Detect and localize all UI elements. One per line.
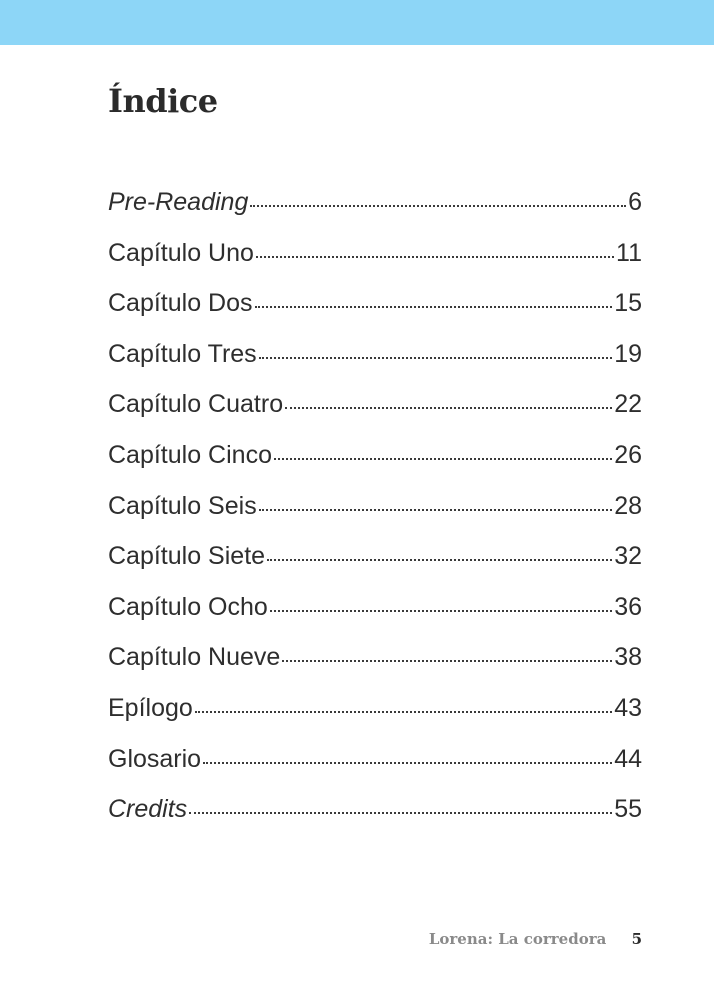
toc-entry-label: Pre-Reading xyxy=(108,188,249,216)
toc-entry-label: Glosario xyxy=(108,744,202,773)
toc-dot-leader xyxy=(255,306,613,308)
footer-book-title: Lorena: La corredora xyxy=(428,930,607,948)
toc-entry[interactable] xyxy=(108,340,642,391)
toc-entry[interactable] xyxy=(108,795,642,846)
toc-entry-label: Capítulo Cinco xyxy=(108,440,272,469)
page-footer xyxy=(429,930,642,948)
toc-dot-leader xyxy=(267,559,612,561)
toc-entry-page: 32 xyxy=(614,542,642,571)
toc-dot-leader xyxy=(274,458,612,460)
toc-entry-page: 28 xyxy=(614,491,642,520)
toc-entry-page: 22 xyxy=(614,390,642,419)
toc-entry-page: 15 xyxy=(614,289,642,318)
toc-entry[interactable] xyxy=(108,239,642,290)
page-title: Índice xyxy=(108,82,218,120)
toc-dot-leader xyxy=(189,812,612,814)
toc-entry[interactable] xyxy=(108,390,642,441)
toc-dot-leader xyxy=(259,357,613,359)
toc-entry-label: Capítulo Seis xyxy=(108,491,257,520)
toc-dot-leader xyxy=(195,711,612,713)
toc-entry-label: Epílogo xyxy=(108,693,193,722)
toc-entry-page: 36 xyxy=(614,592,642,621)
toc-dot-leader xyxy=(285,407,612,409)
toc-entry[interactable] xyxy=(108,745,642,796)
toc-entry-page: 11 xyxy=(616,238,642,267)
toc-entry[interactable] xyxy=(108,188,642,239)
toc-entry-label: Capítulo Nueve xyxy=(108,643,281,672)
toc-entry-page: 6 xyxy=(628,188,642,216)
toc-dot-leader xyxy=(250,205,626,207)
toc-entry-page: 26 xyxy=(614,440,642,469)
toc-entry-page: 43 xyxy=(614,693,642,722)
toc-entry-label: Capítulo Siete xyxy=(108,542,266,571)
toc-entry-page: 55 xyxy=(614,795,642,824)
toc-entry-page: 44 xyxy=(614,744,642,773)
toc-entry-label: Capítulo Tres xyxy=(108,339,257,368)
toc-entry[interactable] xyxy=(108,694,642,745)
toc-entry-label: Capítulo Cuatro xyxy=(108,390,284,419)
toc-entry[interactable] xyxy=(108,441,642,492)
toc-entry[interactable] xyxy=(108,643,642,694)
toc-entry[interactable] xyxy=(108,593,642,644)
header-band xyxy=(0,0,714,45)
footer-page-number: 5 xyxy=(631,930,642,948)
toc-entry[interactable] xyxy=(108,492,642,543)
toc-entry-label: Credits xyxy=(108,795,188,824)
toc-entry[interactable] xyxy=(108,289,642,340)
toc-entry-label: Capítulo Dos xyxy=(108,289,253,318)
toc-dot-leader xyxy=(256,256,614,258)
toc-entry[interactable] xyxy=(108,542,642,593)
toc-entry-page: 19 xyxy=(614,339,642,368)
toc-dot-leader xyxy=(259,509,612,511)
toc-entry-page: 38 xyxy=(614,643,642,672)
toc-dot-leader xyxy=(203,762,612,764)
toc-entry-label: Capítulo Ocho xyxy=(108,592,268,621)
toc-entry-label: Capítulo Uno xyxy=(108,238,254,267)
toc-dot-leader xyxy=(270,610,612,612)
table-of-contents xyxy=(108,188,642,846)
toc-dot-leader xyxy=(282,660,612,662)
